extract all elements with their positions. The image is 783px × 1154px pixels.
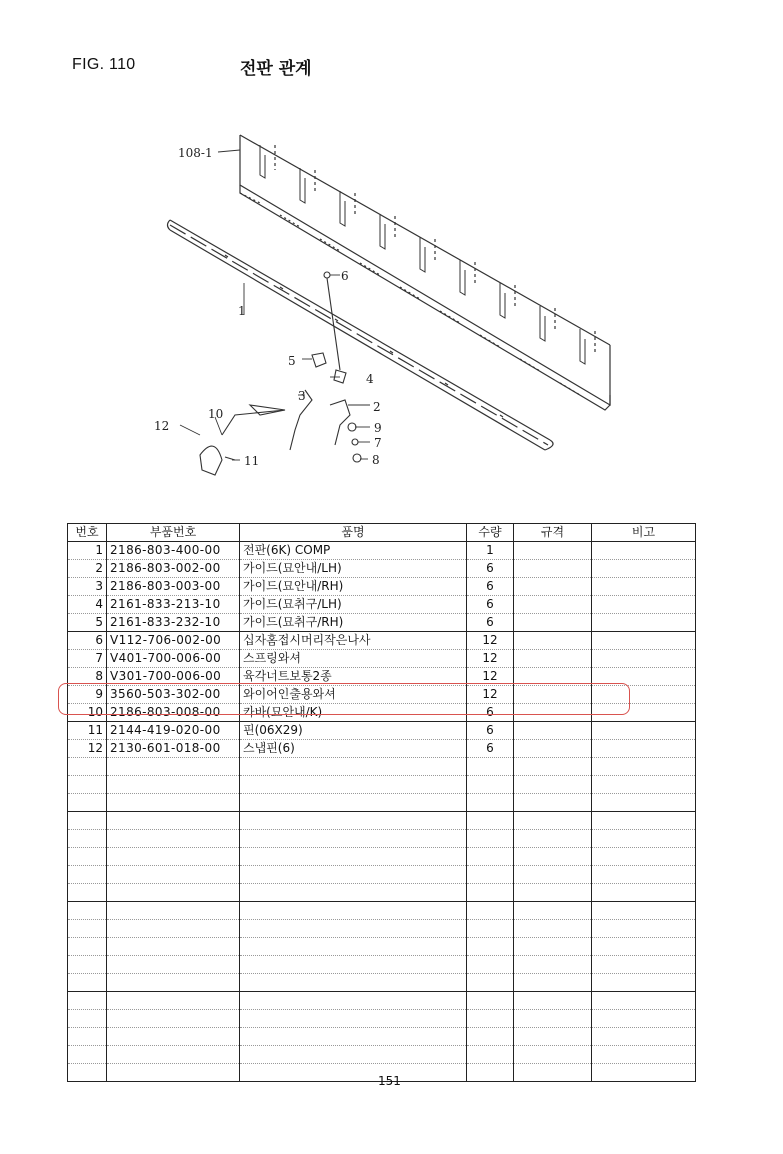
row-spec bbox=[514, 542, 592, 560]
table-header-row bbox=[68, 524, 696, 542]
table-row bbox=[68, 650, 696, 668]
row-part-no: 2186-803-008-00 bbox=[107, 704, 240, 722]
row-qty: 6 bbox=[467, 722, 514, 740]
row-no: 10 bbox=[68, 704, 107, 722]
callout-2: 2 bbox=[373, 400, 381, 414]
empty-row bbox=[68, 902, 696, 920]
exploded-parts-diagram bbox=[140, 115, 640, 490]
empty-row bbox=[68, 812, 696, 830]
row-part-no: 2144-419-020-00 bbox=[107, 722, 240, 740]
row-part-no: 2130-601-018-00 bbox=[107, 740, 240, 758]
empty-row bbox=[68, 1046, 696, 1064]
callout-1: 1 bbox=[238, 304, 246, 318]
empty-row bbox=[68, 758, 696, 776]
row-spec bbox=[514, 722, 592, 740]
row-part-no: 2161-833-213-10 bbox=[107, 596, 240, 614]
empty-row bbox=[68, 866, 696, 884]
empty-row bbox=[68, 776, 696, 794]
empty-row bbox=[68, 920, 696, 938]
row-qty: 12 bbox=[467, 686, 514, 704]
row-spec bbox=[514, 596, 592, 614]
empty-row bbox=[68, 956, 696, 974]
row-qty: 6 bbox=[467, 596, 514, 614]
row-name: 가이드(묘안내/RH) bbox=[240, 578, 467, 596]
row-qty: 12 bbox=[467, 632, 514, 650]
empty-row bbox=[68, 830, 696, 848]
row-qty: 6 bbox=[467, 740, 514, 758]
table-row bbox=[68, 614, 696, 632]
row-no: 7 bbox=[68, 650, 107, 668]
row-remarks bbox=[592, 632, 696, 650]
figure-label: FIG. 110 bbox=[72, 56, 136, 73]
row-name: 스프링와셔 bbox=[240, 650, 467, 668]
table-row bbox=[68, 740, 696, 758]
plate-drawing bbox=[240, 135, 610, 410]
header-part-no: 부품번호 bbox=[107, 524, 240, 542]
table-row bbox=[68, 632, 696, 650]
row-spec bbox=[514, 614, 592, 632]
row-remarks bbox=[592, 578, 696, 596]
row-part-no: V112-706-002-00 bbox=[107, 632, 240, 650]
callout-12: 12 bbox=[154, 419, 170, 433]
callout-9: 9 bbox=[374, 421, 382, 435]
row-name: 카바(묘안내/K) bbox=[240, 704, 467, 722]
row-qty: 12 bbox=[467, 650, 514, 668]
row-qty: 6 bbox=[467, 578, 514, 596]
table-row bbox=[68, 560, 696, 578]
empty-row bbox=[68, 938, 696, 956]
row-no: 12 bbox=[68, 740, 107, 758]
row-name: 전판(6K) COMP bbox=[240, 542, 467, 560]
page-number: 151 bbox=[378, 1074, 401, 1088]
row-spec bbox=[514, 578, 592, 596]
row-qty: 1 bbox=[467, 542, 514, 560]
table-row bbox=[68, 722, 696, 740]
callout-6: 6 bbox=[341, 269, 349, 283]
callout-11: 11 bbox=[244, 454, 260, 468]
row-remarks bbox=[592, 650, 696, 668]
row-no: 9 bbox=[68, 686, 107, 704]
figure-title: 전판 관계 bbox=[240, 59, 312, 79]
row-name: 가이드(묘취구/LH) bbox=[240, 596, 467, 614]
empty-row bbox=[68, 884, 696, 902]
row-part-no: 2186-803-400-00 bbox=[107, 542, 240, 560]
empty-row bbox=[68, 1028, 696, 1046]
header-name: 품명 bbox=[240, 524, 467, 542]
row-name: 가이드(묘취구/RH) bbox=[240, 614, 467, 632]
callout-5: 5 bbox=[288, 354, 296, 368]
row-name: 와이어인출용와셔 bbox=[240, 686, 467, 704]
empty-row bbox=[68, 848, 696, 866]
row-part-no: 2186-803-003-00 bbox=[107, 578, 240, 596]
small-parts-drawing bbox=[200, 272, 361, 475]
table-row bbox=[68, 578, 696, 596]
callout-8: 8 bbox=[372, 453, 380, 467]
header-remarks: 비고 bbox=[592, 524, 696, 542]
row-spec bbox=[514, 740, 592, 758]
callout-108-1: 108-1 bbox=[178, 146, 213, 160]
empty-row bbox=[68, 1010, 696, 1028]
row-no: 5 bbox=[68, 614, 107, 632]
parts-list-table bbox=[67, 523, 696, 1082]
row-part-no: 2186-803-002-00 bbox=[107, 560, 240, 578]
empty-row bbox=[68, 794, 696, 812]
row-part-no: V401-700-006-00 bbox=[107, 650, 240, 668]
row-no: 3 bbox=[68, 578, 107, 596]
header-no: 번호 bbox=[68, 524, 107, 542]
row-remarks bbox=[592, 722, 696, 740]
table-row bbox=[68, 542, 696, 560]
row-name: 가이드(묘안내/LH) bbox=[240, 560, 467, 578]
row-spec bbox=[514, 632, 592, 650]
header-qty: 수량 bbox=[467, 524, 514, 542]
row-name: 스냅핀(6) bbox=[240, 740, 467, 758]
row-remarks bbox=[592, 542, 696, 560]
row-no: 4 bbox=[68, 596, 107, 614]
row-qty: 12 bbox=[467, 668, 514, 686]
row-part-no: 2161-833-232-10 bbox=[107, 614, 240, 632]
row-10-highlight-box bbox=[58, 683, 630, 715]
row-remarks bbox=[592, 740, 696, 758]
row-part-no: 3560-503-302-00 bbox=[107, 686, 240, 704]
row-no: 6 bbox=[68, 632, 107, 650]
row-qty: 6 bbox=[467, 704, 514, 722]
table-row bbox=[68, 596, 696, 614]
row-qty: 6 bbox=[467, 614, 514, 632]
empty-row bbox=[68, 974, 696, 992]
row-qty: 6 bbox=[467, 560, 514, 578]
row-no: 1 bbox=[68, 542, 107, 560]
callout-7: 7 bbox=[374, 436, 382, 450]
row-remarks bbox=[592, 614, 696, 632]
row-name: 핀(06X29) bbox=[240, 722, 467, 740]
row-name: 육각너트보통2종 bbox=[240, 668, 467, 686]
row-spec bbox=[514, 560, 592, 578]
row-remarks bbox=[592, 596, 696, 614]
row-no: 2 bbox=[68, 560, 107, 578]
row-no: 8 bbox=[68, 668, 107, 686]
row-spec bbox=[514, 650, 592, 668]
row-no: 11 bbox=[68, 722, 107, 740]
callout-3: 3 bbox=[298, 389, 306, 403]
row-remarks bbox=[592, 560, 696, 578]
callout-10: 10 bbox=[208, 407, 224, 421]
header-spec: 규격 bbox=[514, 524, 592, 542]
callout-4: 4 bbox=[366, 372, 374, 386]
empty-row bbox=[68, 992, 696, 1010]
row-part-no: V301-700-006-00 bbox=[107, 668, 240, 686]
row-name: 십자홈접시머리작은나사 bbox=[240, 632, 467, 650]
rail-drawing bbox=[168, 220, 554, 450]
